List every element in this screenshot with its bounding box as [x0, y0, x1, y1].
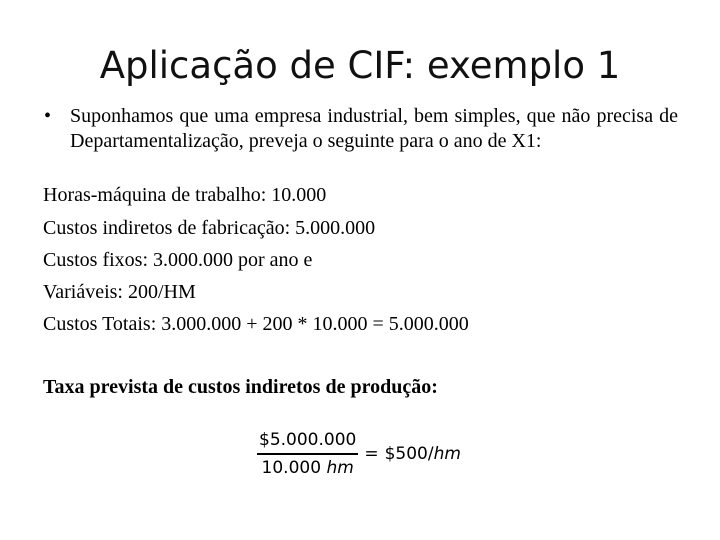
rate-formula: [257, 426, 461, 482]
result-unit: hm: [433, 444, 461, 464]
result-value: $500/: [384, 444, 434, 464]
equals-sign: =: [364, 444, 379, 464]
taxa-heading: Taxa prevista de custos indiretos de produção:: [43, 376, 438, 398]
slide-title: Aplicação de CIF: exemplo 1: [99, 44, 621, 87]
variaveis-line: Variáveis: 200/HM: [43, 281, 196, 303]
horas-maquina-line: Horas-máquina de trabalho: 10.000: [43, 184, 327, 206]
custos-totais-line: Custos Totais: 3.000.000 + 200 * 10.000 = 5.000.000: [43, 313, 469, 335]
denominator-value: 10.000: [261, 457, 327, 478]
formula-result: [385, 444, 461, 464]
custos-fixos-line: Custos fixos: 3.000.000 por ano e: [43, 249, 313, 271]
bullet-dot-icon: •: [44, 105, 52, 127]
custos-indiretos-line: Custos indiretos de fabricação: 5.000.000: [43, 217, 376, 239]
formula-denominator: [260, 455, 356, 478]
bullet-text: Suponhamos que uma empresa industrial, bem simples, que não precisa de Departamentalização, preveja o seguinte para o ano de X1:: [70, 105, 678, 152]
formula-numerator: $5.000.000: [259, 430, 357, 451]
formula-fraction: [257, 430, 358, 478]
bullet-item: [44, 104, 678, 154]
denominator-unit: hm: [326, 457, 354, 478]
